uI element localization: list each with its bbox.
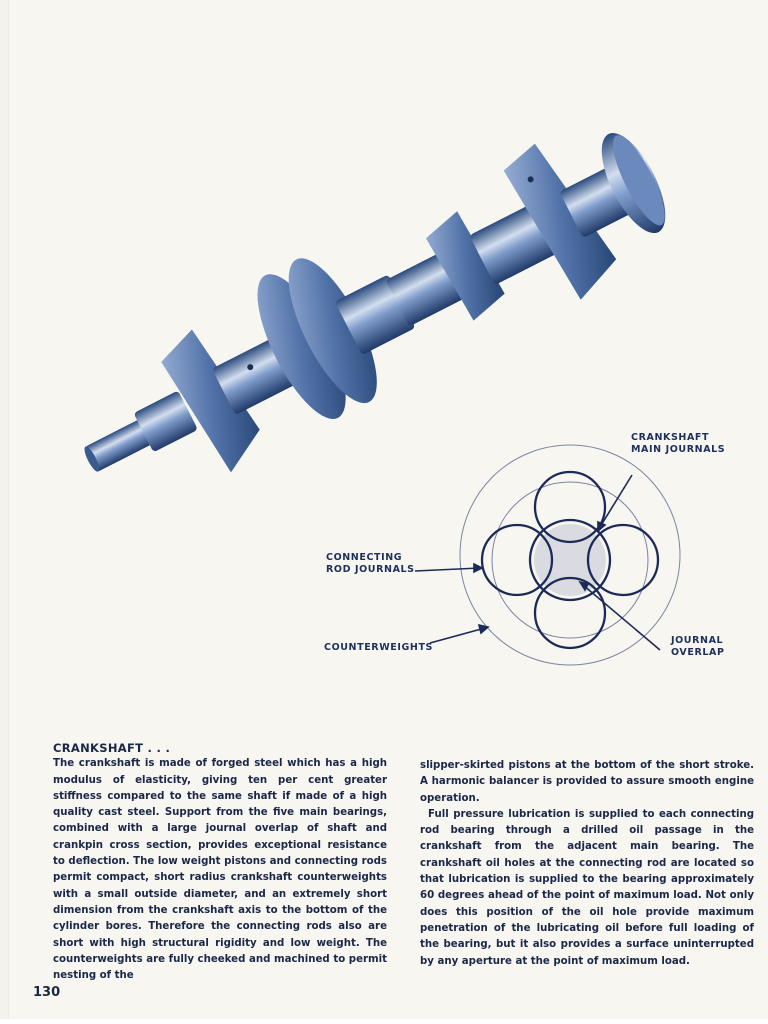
article-right-column bbox=[420, 758, 754, 970]
page-edge bbox=[0, 1019, 768, 1024]
article-paragraph: Full pressure lubrication is supplied to each connecting rod bearing through a drilled oil passage in the crankshaft from the adjacent main bearing. The crankshaft oil holes at the connecting rod are located so that lubrication is supplied to the bearing approximately 60 degrees ahead of the point of maximum load. Not only does this position of the oil hole provide maximum penetration of the lubricating oil before full loading of the bearing, but it also provides a surface uninterrupted by any aperture at the point of maximum load. bbox=[420, 808, 754, 967]
article-left-column bbox=[53, 740, 387, 984]
label-main-journals: CRANKSHAFT MAIN JOURNALS bbox=[631, 432, 726, 455]
article-paragraph: slipper-skirted pistons at the bottom of the short stroke. A harmonic balancer is provided to assure smooth engine operation. bbox=[420, 760, 754, 804]
label-journal-overlap: JOURNAL OVERLAP bbox=[671, 635, 725, 658]
article-paragraph: The crankshaft is made of forged steel which has a high modulus of elasticity, giving ten per cent greater stiffness compared to the same shaft if made of a high quality cast steel. Support from the five main bearings, combined with a large journal overlap of shaft and crankpin cross section, provides exceptional resistance to deflection. The low weight pistons and connecting rods permit compact, short radius crankshaft counterweights with a small outside diameter, and an extremely short dimension from the crankshaft axis to the bottom of the cylinder bores. Therefore the connecting rods also are short with high structural rigidity and low weight. The counterweights are fully cheeked and machined to permit nesting of the bbox=[53, 758, 387, 982]
article-heading: CRANKSHAFT . . . bbox=[53, 741, 171, 755]
label-counterweights: COUNTERWEIGHTS bbox=[324, 642, 433, 653]
label-rod-journals: CONNECTING ROD JOURNALS bbox=[326, 552, 415, 575]
page-number: 130 bbox=[33, 985, 61, 1000]
